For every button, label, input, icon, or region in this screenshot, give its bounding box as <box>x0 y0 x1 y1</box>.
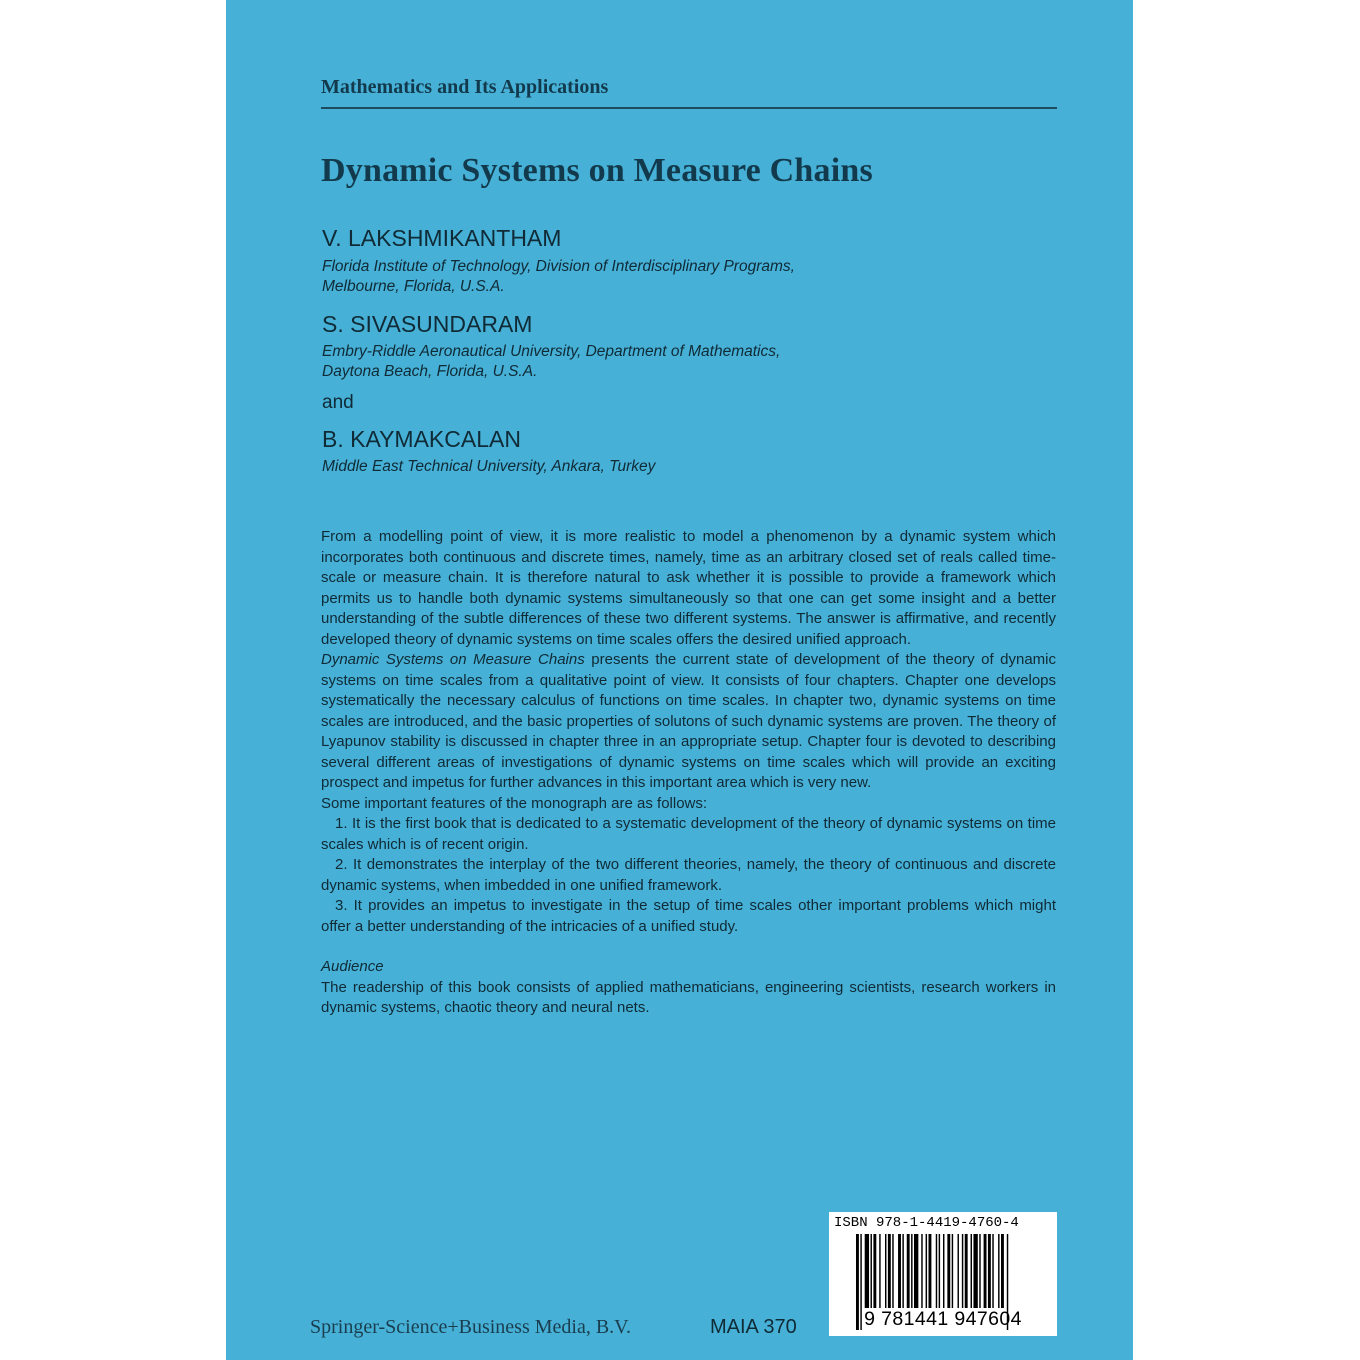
description-paragraph <box>321 650 1056 794</box>
barcode-digits: 9 781441 947604 <box>864 1308 1022 1330</box>
barcode-bar <box>907 1234 910 1308</box>
description-text <box>321 527 1056 1019</box>
barcode-bar <box>865 1234 869 1308</box>
description-paragraph: From a modelling point of view, it is more realistic to model a phenomenon by a dynamic system which incorporates both continuous and discrete times, namely, time as an arbitrary closed set of reals called time-scale or measure chain. It is therefore natural to ask whether it is possible to provide a framework which permits us to handle both dynamic systems simultaneously so that one can get some insight and a better understanding of the subtle differences of these two different systems. The answer is affirmative, and recently developed theory of dynamic systems on time scales offers the desired unified approach. <box>321 528 1056 648</box>
barcode-bar <box>902 1234 903 1308</box>
barcode-bar <box>921 1234 922 1308</box>
series-code: MAIA 370 <box>710 1316 797 1338</box>
barcode-bar <box>929 1234 932 1308</box>
barcode-bar <box>943 1234 944 1308</box>
barcode-bar <box>1001 1234 1004 1308</box>
barcode-bar <box>892 1234 893 1308</box>
book-back-cover <box>226 0 1133 1360</box>
barcode-bar <box>971 1234 972 1308</box>
barcode-bar <box>962 1234 963 1308</box>
barcode-bar <box>911 1234 912 1308</box>
publisher-name: Springer-Science+Business Media, B.V. <box>310 1316 632 1338</box>
author-name: V. LAKSHMIKANTHAM <box>322 225 562 251</box>
barcode-bar <box>914 1234 918 1308</box>
and-connector: and <box>322 392 354 413</box>
book-title: Dynamic Systems on Measure Chains <box>321 152 873 189</box>
features-intro: Some important features of the monograph are as follows: <box>321 794 708 812</box>
author-affiliation <box>322 257 795 297</box>
feature-item: 2. It demonstrates the interplay of the two different theories, namely, the theory of continuous and discrete dynamic systems, when imbedded in one unified framework. <box>321 856 1056 894</box>
barcode-bar <box>871 1234 872 1308</box>
affiliation-line: Florida Institute of Technology, Division of Interdisciplinary Programs, <box>322 258 795 275</box>
series-title: Mathematics and Its Applications <box>321 76 609 98</box>
paragraph-text: presents the current state of development of the theory of dynamic systems on time scales from a qualitative point of view. It consists of four chapters. Chapter one develops systematically the necessary calculus of functions on time scales. In chapter two, dynamic systems on time scales are introduced, and the basic properties of solutons of such dynamic systems are proven. The theory of Lyapunov stability is discussed in chapter three in an appropriate setup. Chapter four is devoted to describing several different areas of investigations of dynamic systems on time scales which will provide an exciting prospect and impetus for further advances in this important area which is very new. <box>321 651 1057 791</box>
barcode-bar <box>939 1234 940 1308</box>
author-affiliation <box>322 457 655 477</box>
book-title-reference: Dynamic Systems on Measure Chains <box>321 651 585 668</box>
author-name: B. KAYMAKCALAN <box>322 426 521 452</box>
isbn-barcode <box>829 1212 1057 1336</box>
author-name: S. SIVASUNDARAM <box>322 311 533 337</box>
barcode-bar <box>988 1234 991 1308</box>
barcode-bar <box>879 1234 880 1308</box>
barcode-bar <box>992 1234 993 1308</box>
audience-heading: Audience <box>321 958 384 975</box>
affiliation-line: Daytona Beach, Florida, U.S.A. <box>322 363 538 380</box>
barcode-bar <box>936 1234 937 1308</box>
feature-item: 3. It provides an impetus to investigate in the setup of time scales other important problems which might offer a better understanding of the intricacies of a unified study. <box>321 897 1056 935</box>
barcode-bar <box>873 1234 876 1308</box>
barcode-bar <box>885 1234 886 1308</box>
header-rule <box>321 107 1057 109</box>
affiliation-line: Embry-Riddle Aeronautical University, Department of Mathematics, <box>322 343 781 360</box>
barcode-bar <box>998 1234 999 1308</box>
barcode-bar <box>965 1234 968 1308</box>
affiliation-line: Melbourne, Florida, U.S.A. <box>322 278 505 295</box>
barcode-bar <box>947 1234 950 1308</box>
author-affiliation <box>322 342 780 382</box>
barcode-bar <box>973 1234 977 1308</box>
audience-text: The readership of this book consists of applied mathematicians, engineering scientists, research workers in dynamic systems, chaotic theory and neural nets. <box>321 978 1056 1016</box>
barcode-bar <box>979 1234 980 1308</box>
barcode-bar <box>952 1234 953 1308</box>
affiliation-line: Middle East Technical University, Ankara, Turkey <box>322 458 656 475</box>
barcode-bar <box>958 1234 959 1308</box>
barcode-bar <box>984 1234 987 1308</box>
barcode-bar <box>888 1234 891 1308</box>
barcode-bar <box>898 1234 901 1308</box>
isbn-label: ISBN 978-1-4419-4760-4 <box>834 1215 1019 1231</box>
barcode-bar <box>926 1234 927 1308</box>
feature-item: 1. It is the first book that is dedicated to a systematic development of the theory of dynamic systems on time scales which is of recent origin. <box>321 815 1056 853</box>
